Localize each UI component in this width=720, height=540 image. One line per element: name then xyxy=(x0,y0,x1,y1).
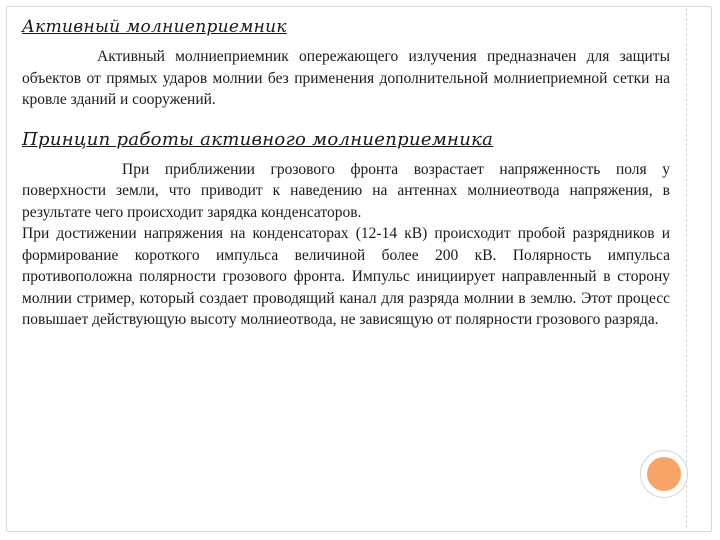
slide-content xyxy=(22,16,670,331)
section-paragraph-charging: При приближении грозового фронта возрастает напряженность поля у поверхности земли, что приводит к наведению на антеннах молниеотвода напряжения, в результате чего происходит зарядка конденсаторов. xyxy=(22,160,670,221)
section-heading-operating-principle: Принцип работы активного молниеприемника xyxy=(22,128,494,150)
section-paragraph-discharge: При достижении напряжения на конденсаторах (12-14 кВ) происходит пробой разрядников и формирование короткого импульса величиной более 200 кВ. Полярность импульса противоположна полярности грозового фронта. Импульс инициирует направленный в сторону молнии стример, который создает проводящий канал для разряда молнии в землю. Этот процесс повышает действующую высоту молниеотвода, не зависящую от полярности грозового разряда. xyxy=(22,225,670,328)
decorative-vertical-rule xyxy=(686,8,687,528)
section-heading-active-lightning-rod: Активный молниеприемник xyxy=(22,17,287,37)
decorative-orange-circle xyxy=(647,457,681,491)
section-paragraph-purpose: Активный молниеприемник опережающего излучения предназначен для защиты объектов от прямых ударов молнии без применения дополнительной молниеприемной сетки на кровле зданий и сооружений. xyxy=(22,48,670,108)
